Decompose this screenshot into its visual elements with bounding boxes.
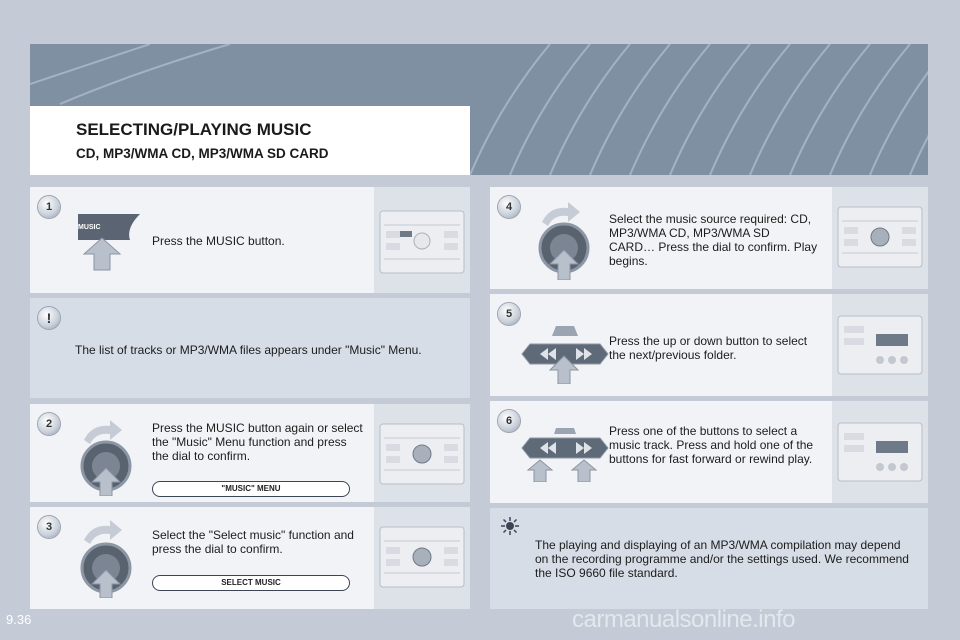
- step-4-number: 4: [498, 196, 520, 218]
- page-subtitle: CD, MP3/WMA CD, MP3/WMA SD CARD: [76, 146, 329, 161]
- step-2-text: Press the MUSIC button again or select the "Music" Menu function and press the dial to confirm.: [152, 421, 363, 463]
- step-3-thumbnail: [374, 507, 470, 609]
- music-button-label: MUSIC: [78, 224, 101, 231]
- page-number: 9.36: [6, 612, 32, 627]
- skip-buttons-icon: [520, 424, 610, 482]
- music-button-icon: [74, 210, 142, 272]
- step-2-number: 2: [38, 413, 60, 435]
- step-6-thumbnail: [832, 401, 928, 503]
- step-5-text: Press the up or down button to select the next/previous folder.: [609, 334, 808, 362]
- radio-unit-icon: [832, 187, 928, 289]
- dial-press-icon: [76, 416, 146, 496]
- warning-text: The list of tracks or MP3/WMA files appears under "Music" Menu.: [75, 343, 422, 357]
- step-3-number: 3: [38, 516, 60, 538]
- step-1-text: Press the MUSIC button.: [152, 234, 285, 248]
- step-5-thumbnail: [832, 294, 928, 396]
- step-4-text: Select the music source required: CD, MP3/WMA CD, MP3/WMA SD CARD… Press the dial to confirm. Play begins.: [609, 212, 818, 268]
- step-1-number: 1: [38, 196, 60, 218]
- step-6-text: Press one of the buttons to select a music track. Press and hold one of the buttons for fast forward or rewind play.: [609, 424, 814, 466]
- watermark: carmanualsonline.info: [572, 606, 795, 633]
- select-music-label: SELECT MUSIC: [152, 575, 350, 591]
- radio-unit-icon: [374, 404, 470, 502]
- warning-icon: !: [38, 307, 60, 329]
- radio-unit-icon: [374, 187, 470, 293]
- step-3-text: Select the "Select music" function and press the dial to confirm.: [152, 528, 354, 556]
- title-box: [30, 106, 470, 175]
- radio-unit-icon: [832, 294, 928, 396]
- page-title: SELECTING/PLAYING MUSIC: [76, 120, 312, 139]
- step-5-number: 5: [498, 303, 520, 325]
- music-menu-label: "MUSIC" MENU: [152, 481, 350, 497]
- dial-press-icon: [76, 516, 146, 598]
- dial-press-icon: [534, 198, 604, 280]
- step-1-thumbnail: [374, 187, 470, 293]
- step-2-thumbnail: [374, 404, 470, 502]
- step-6-number: 6: [498, 410, 520, 432]
- radio-unit-icon: [832, 401, 928, 503]
- skip-buttons-icon: [520, 322, 610, 384]
- radio-unit-icon: [374, 507, 470, 609]
- step-4-thumbnail: [832, 187, 928, 289]
- sun-tip-icon: [500, 516, 520, 536]
- tip-text: The playing and displaying of an MP3/WMA compilation may depend on the recording programme and/or the settings used. We recommend the ISO 9660 file standard.: [535, 538, 909, 580]
